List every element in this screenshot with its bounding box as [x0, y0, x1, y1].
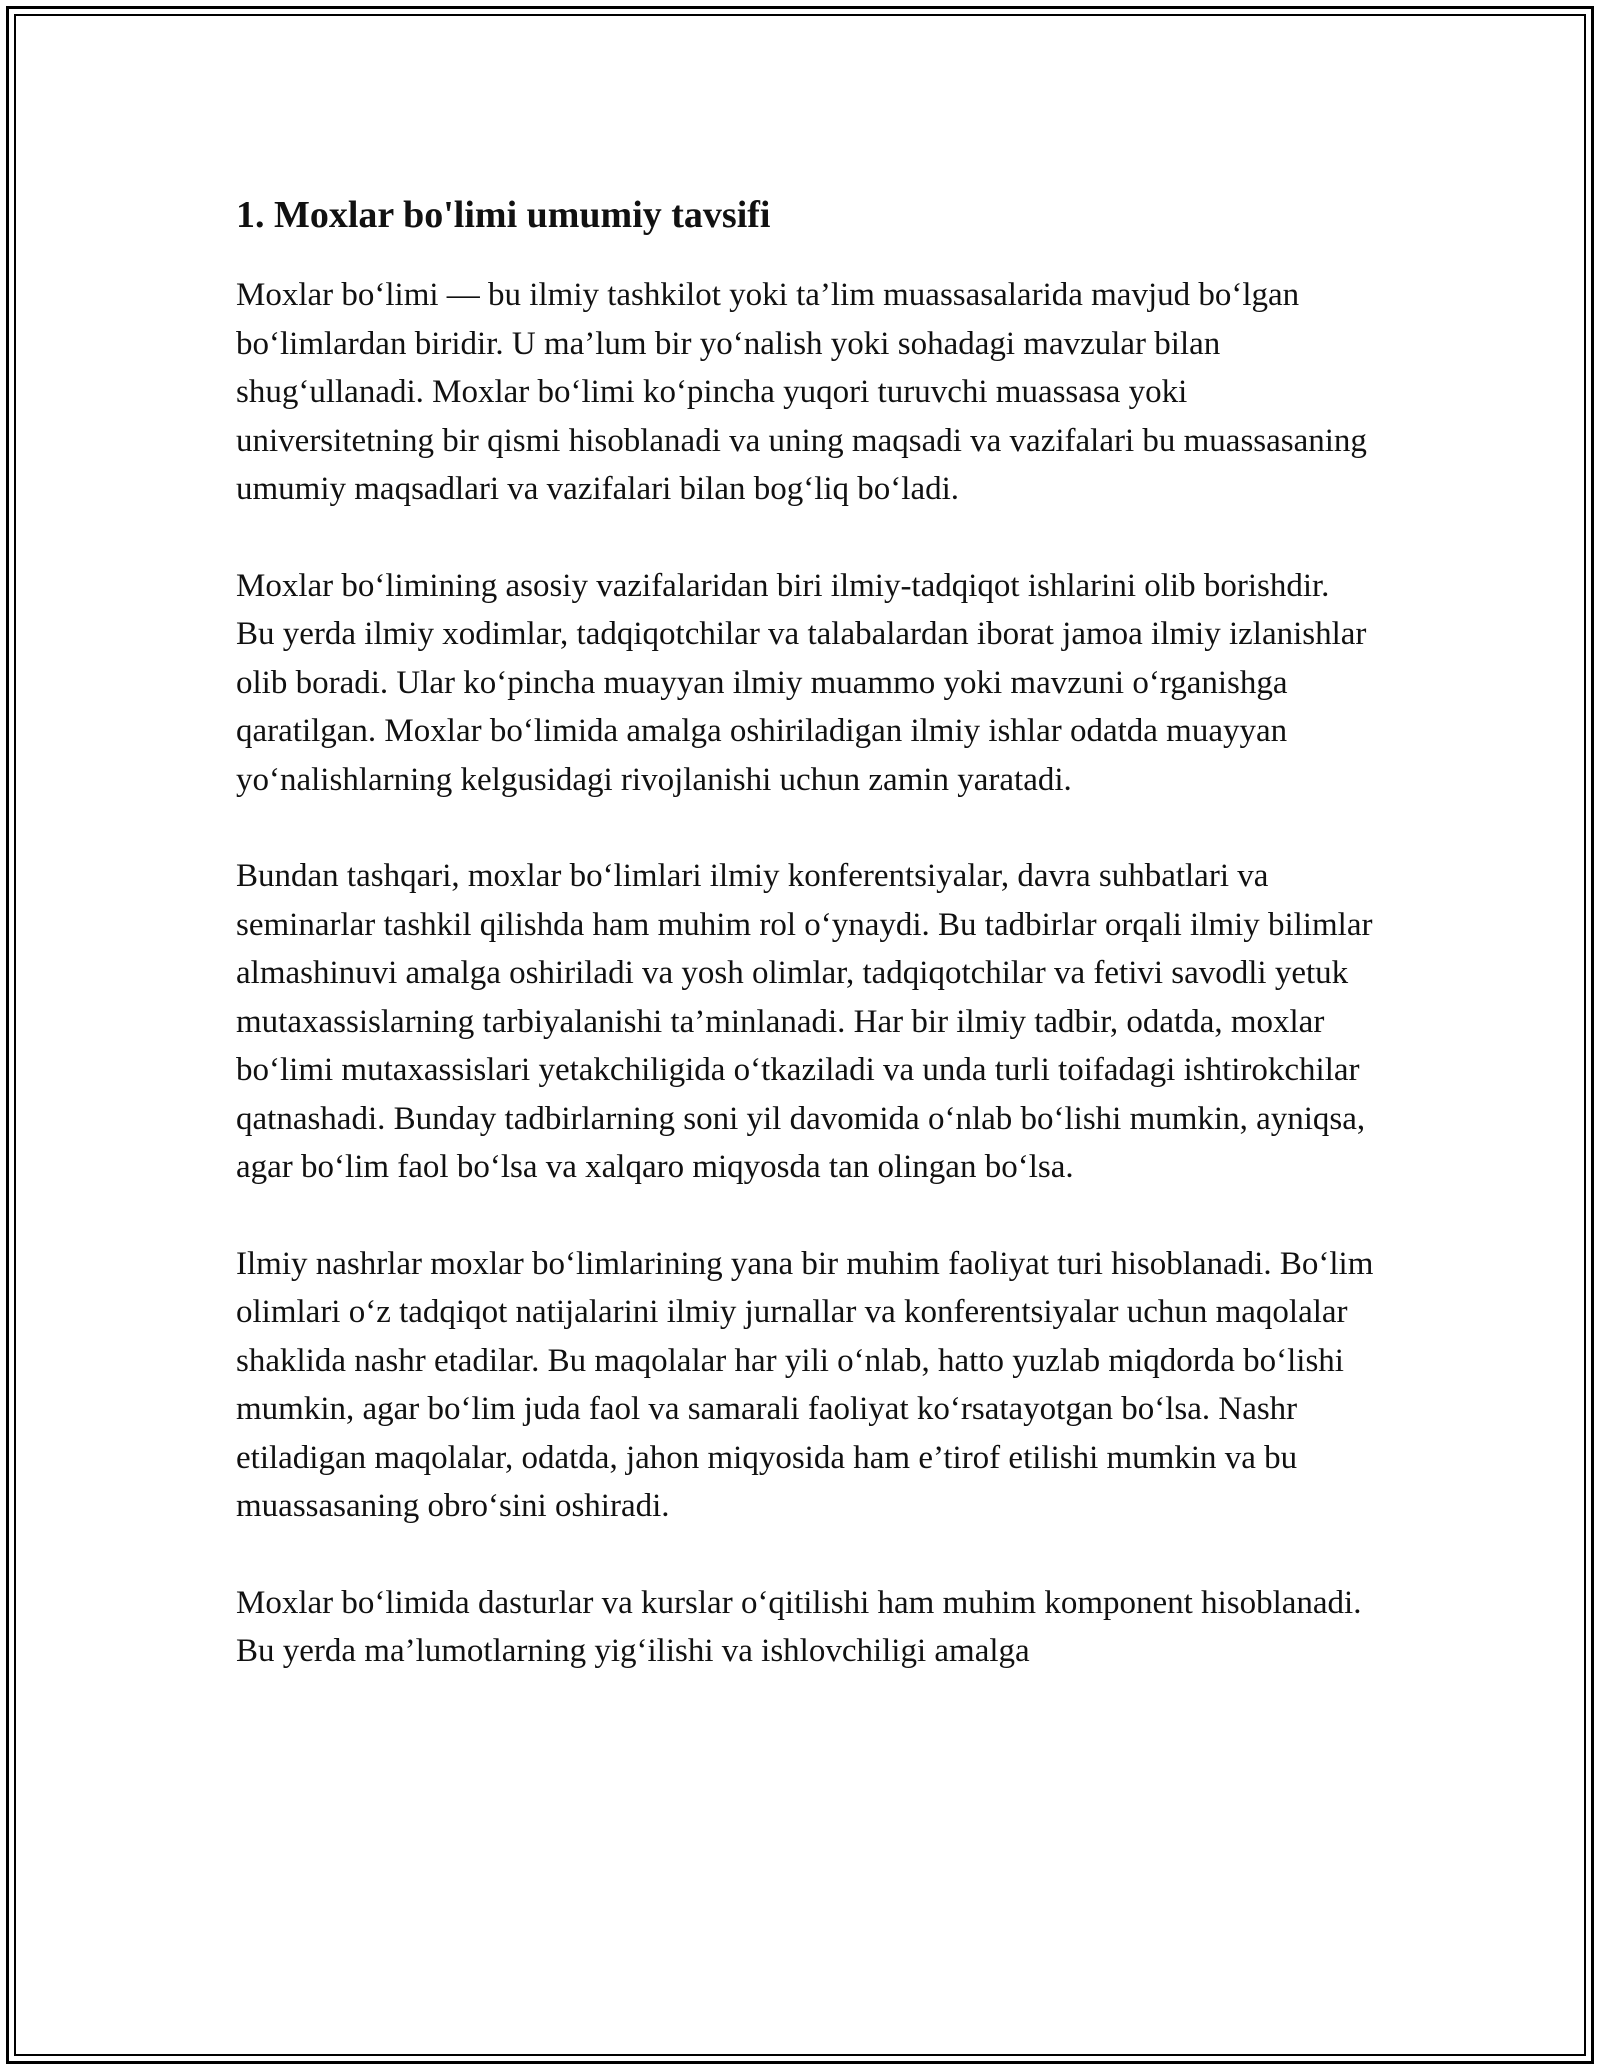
- document-body: [236, 185, 1376, 1724]
- paragraph-5: Moxlar bo‘limida dasturlar va kurslar o‘qitilishi ham muhim komponent hisoblanadi. Bu yerda ma’lumotlarning yig‘ilishi va ishlovchiligi amalga: [236, 1584, 1362, 1669]
- section-heading: 1. Moxlar bo'limi umumiy tavsifi: [236, 194, 771, 236]
- paragraph-1: Moxlar bo‘limi — bu ilmiy tashkilot yoki ta’lim muassasalarida mavjud bo‘lgan bo‘limlardan biridir. U ma’lum bir yo‘nalish yoki sohadagi mavzular bilan shug‘ullanadi. Moxlar bo‘limi ko‘pincha yuqori turuvchi muassasa yoki universitetning bir qismi hisoblanadi va uning maqsadi va vazifalari bu muassasaning umumiy maqsadlari va vazifalari bilan bog‘liq bo‘ladi.: [236, 277, 1367, 507]
- paragraph-3: Bundan tashqari, moxlar bo‘limlari ilmiy konferentsiyalar, davra suhbatlari va seminarlar tashkil qilishda ham muhim rol o‘ynaydi. Bu tadbirlar orqali ilmiy bilimlar almashinuvi amalga oshiriladi va yosh olimlar, tadqiqotchilar va fetivi savodli yetuk mutaxassislarning tarbiyalanishi ta’minlanadi. Har bir ilmiy tadbir, odatda, moxlar bo‘limi mutaxassislari yetakchiligida o‘tkaziladi va unda turli toifadagi ishtirokchilar qatnashadi. Bunday tadbirlarning soni yil davomida o‘nlab bo‘lishi mumkin, ayniqsa, agar bo‘lim faol bo‘lsa va xalqaro miqyosda tan olingan bo‘lsa.: [236, 858, 1373, 1185]
- paragraph-4: Ilmiy nashrlar moxlar bo‘limlarining yana bir muhim faoliyat turi hisoblanadi. Bo‘lim olimlari o‘z tadqiqot natijalarini ilmiy jurnallar va konferentsiyalar uchun maqolalar shaklida nashr etadilar. Bu maqolalar har yili o‘nlab, hatto yuzlab miqdorda bo‘lishi mumkin, agar bo‘lim juda faol va samarali faoliyat ko‘rsatayotgan bo‘lsa. Nashr etiladigan maqolalar, odatda, jahon miqyosida ham e’tirof etilishi mumkin va bu muassasaning obro‘sini oshiradi.: [236, 1245, 1374, 1524]
- paragraph-2: Moxlar bo‘limining asosiy vazifalaridan biri ilmiy-tadqiqot ishlarini olib borishdir. Bu yerda ilmiy xodimlar, tadqiqotchilar va talabalardan iborat jamoa ilmiy izlanishlar olib boradi. Ular ko‘pincha muayyan ilmiy muammo yoki mavzuni o‘rganishga qaratilgan. Moxlar bo‘limida amalga oshiriladigan ilmiy ishlar odatda muayyan yo‘nalishlarning kelgusidagi rivojlanishi uchun zamin yaratadi.: [236, 567, 1367, 798]
